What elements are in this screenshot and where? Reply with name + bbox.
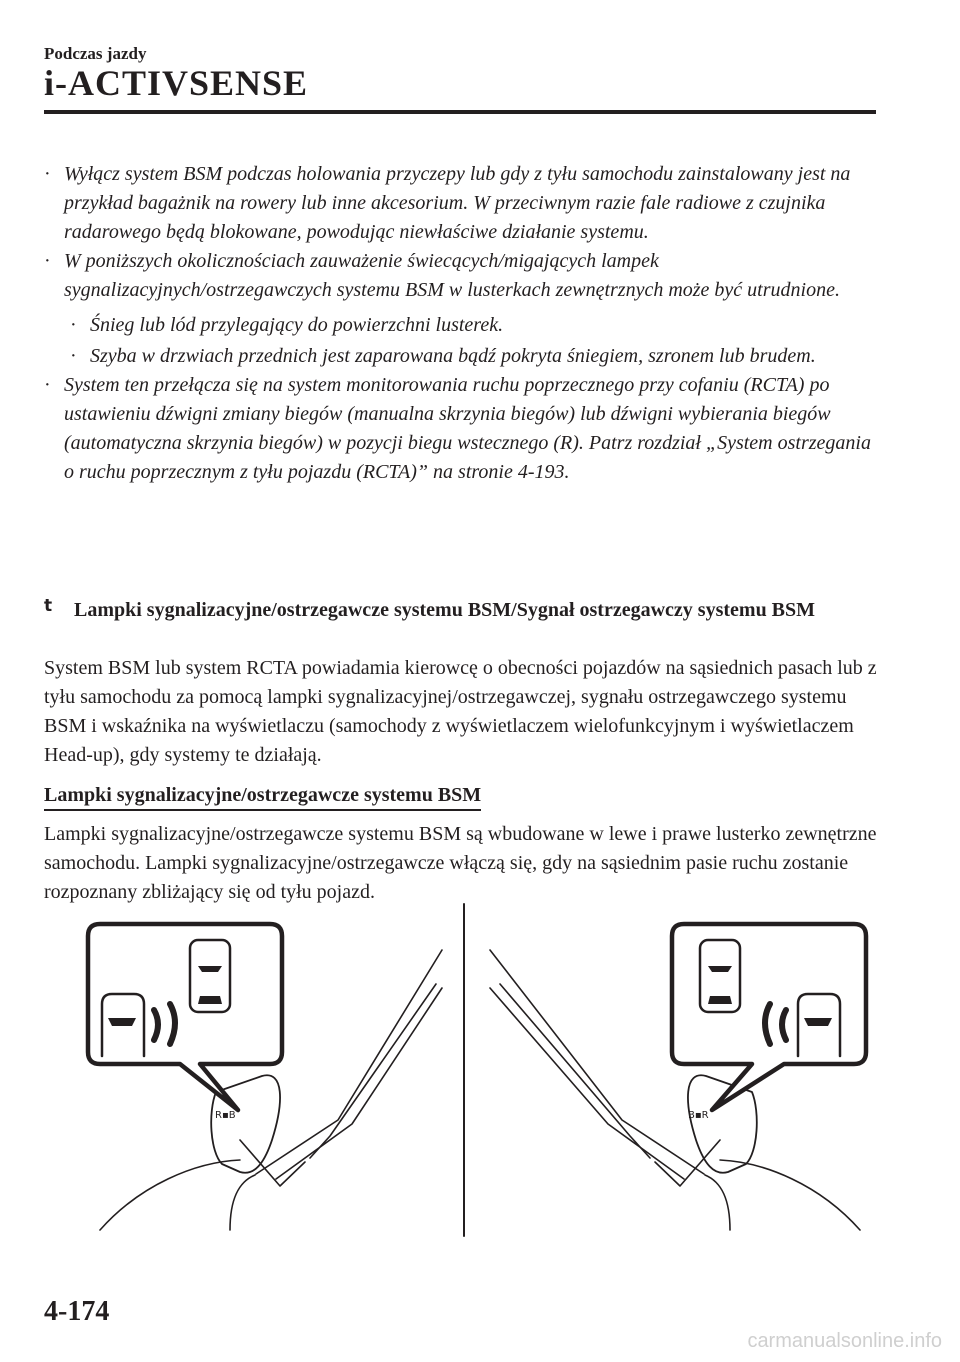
heading-marker-icon: t	[44, 596, 53, 616]
left-callout-bubble	[88, 924, 282, 1110]
header-divider	[44, 110, 876, 114]
chapter-title: i-ACTIVSENSE	[44, 63, 309, 103]
left-mirror-indicator-icon: R▪B	[215, 1110, 236, 1121]
bullet-item: · Wyłącz system BSM podczas holowania przyczepy lub gdy z tyłu samochodu zainstalowany jest na przykład bagażnik na rowery lub inne akcesorium. W przeciwnym razie fale radiowe z czujnika radarowego będą blokowane, powodując niewłaściwe działanie systemu.	[44, 160, 884, 247]
subheading: Lampki sygnalizacyjne/ostrzegawcze systemu BSM	[44, 782, 481, 811]
bullet-item: · System ten przełącza się na system monitorowania ruchu poprzecznego przy cofaniu (RCTA) po ustawieniu dźwigni zmiany biegów (manualna skrzynia biegów) lub dźwigni wybierania biegów (automatyczna skrzynia biegów) w pozycji biegu wstecznego (R). Patrz rozdział „System ostrzegania o ruchu poprzecznym z tyłu pojazdu (RCTA)” na stronie 4-193.	[44, 371, 884, 487]
sub-bullet-item: · Śnieg lub lód przylegający do powierzchni lusterek.	[70, 311, 884, 340]
watermark: carmanualsonline.info	[747, 1330, 942, 1352]
paragraph: Lampki sygnalizacyjne/ostrzegawcze systemu BSM są wbudowane w lewe i prawe lusterko zewnętrzne samochodu. Lampki sygnalizacyjne/ostrzegawcze włączą się, gdy na sąsiednim pasie ruchu zostanie rozpoznany zbliżający się od tyłu pojazd.	[44, 823, 877, 903]
sub-bullet-item: · Szyba w drzwiach przednich jest zaparowana bądź pokryta śniegiem, szronem lub brudem.	[70, 342, 884, 371]
section-heading-text: Lampki sygnalizacyjne/ostrzegawcze systemu BSM/Sygnał ostrzegawczy systemu BSM	[74, 599, 816, 621]
right-mirror-indicator-icon: B▪R	[688, 1110, 709, 1121]
paragraph: System BSM lub system RCTA powiadamia kierowcę o obecności pojazdów na sąsiednich pasach lub z tyłu samochodu za pomocą lampki sygnalizacyjnej/ostrzegawczej, sygnału ostrzegawczego systemu BSM i wskaźnika na wyświetlaczu (samochody z wyświetlaczem wielofunkcyjnym i wyświetlaczem Head-up), gdy systemy te działają.	[44, 657, 877, 766]
section-heading	[44, 596, 884, 624]
bsm-mirror-illustration	[80, 900, 880, 1240]
section-label: Podczas jazdy	[44, 44, 147, 63]
page-number: 4-174	[44, 1296, 110, 1327]
bullet-list	[44, 160, 884, 487]
bullet-item: · W poniższych okolicznościach zauważenie świecących/migających lampek sygnalizacyjnych/ostrzegawczych systemu BSM w lusterkach zewnętrznych może być utrudnione.	[44, 247, 884, 305]
